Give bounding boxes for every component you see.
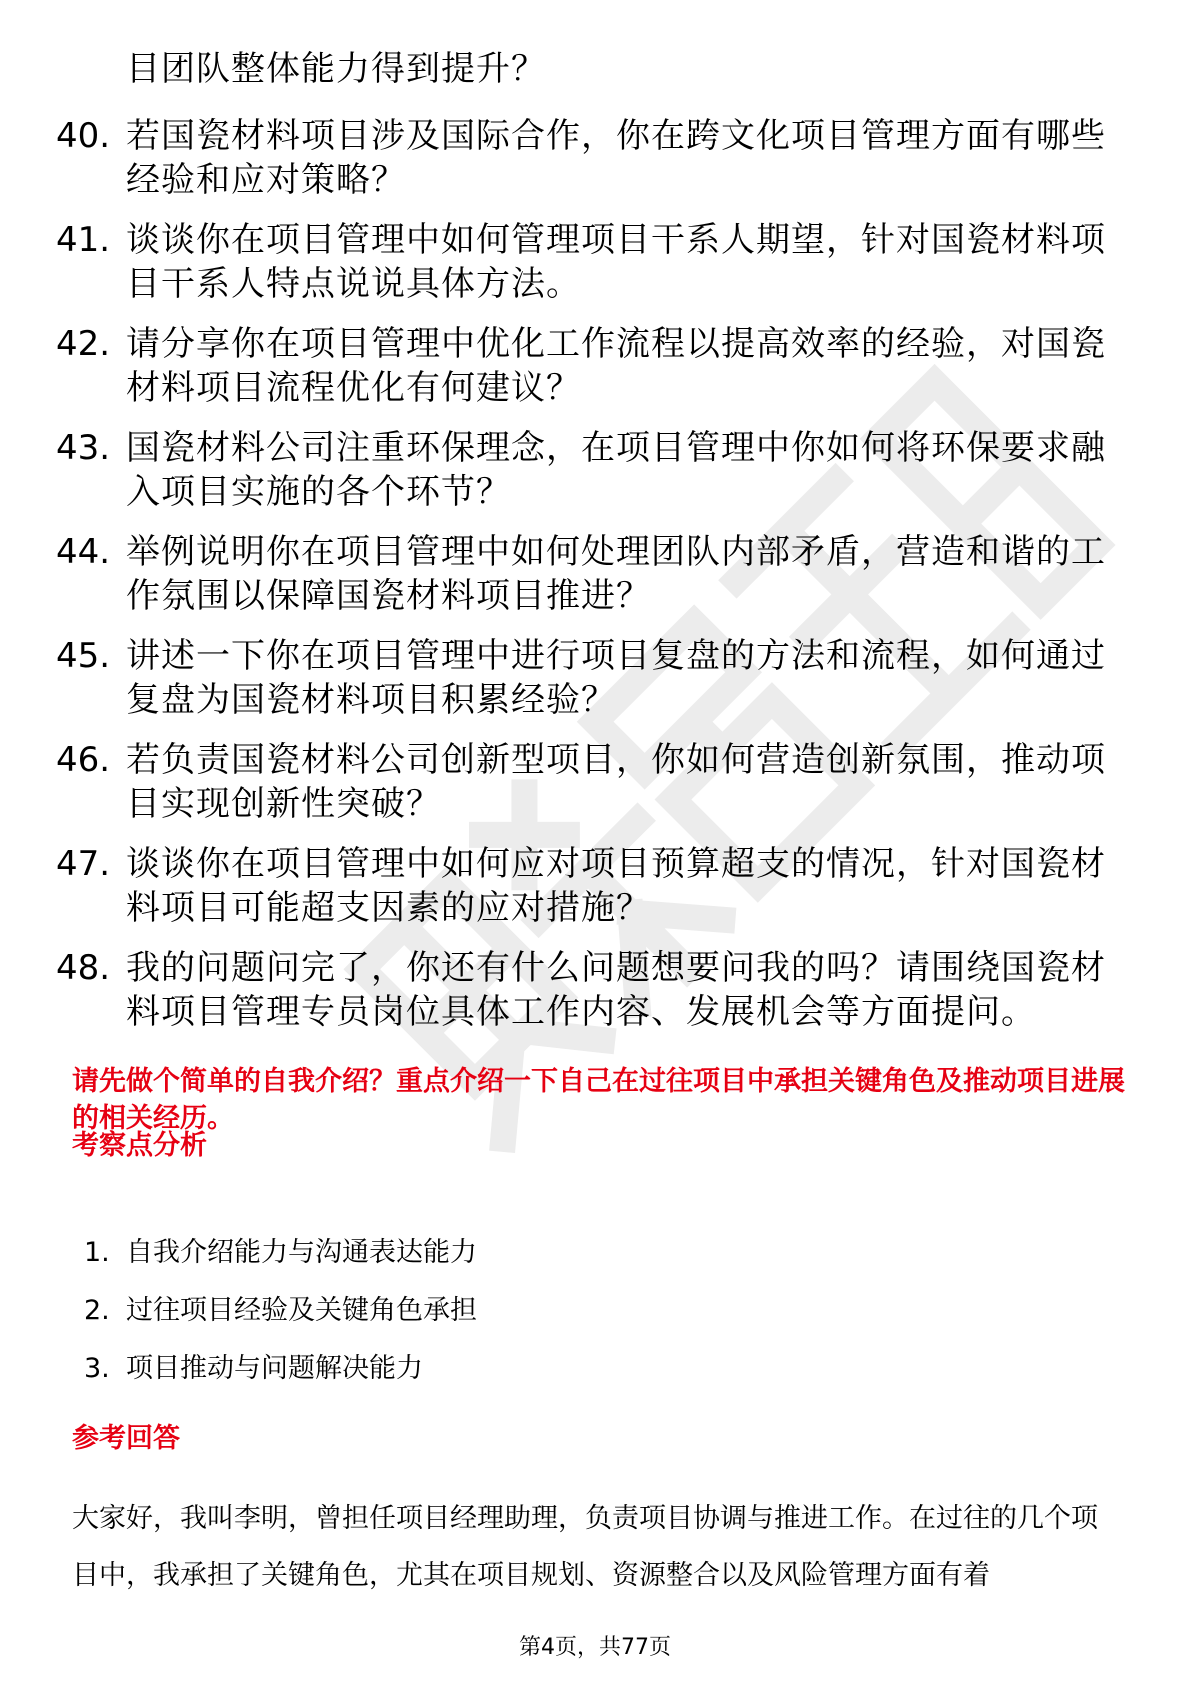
question-number: 48. — [56, 948, 111, 988]
question-number: 44. — [56, 532, 111, 572]
question-text: 请分享你在项目管理中优化工作流程以提高效率的经验，对国瓷材料项目流程优化有何建议？ — [126, 324, 1106, 408]
question-item — [56, 426, 1126, 514]
point-number: 2. — [84, 1295, 110, 1326]
point-text: 项目推动与问题解决能力 — [126, 1353, 423, 1384]
question-item — [56, 218, 1126, 306]
point-text: 过往项目经验及关键角色承担 — [126, 1295, 477, 1326]
question-text: 国瓷材料公司注重环保理念，在项目管理中你如何将环保要求融入项目实施的各个环节？ — [126, 428, 1106, 512]
page-footer: 第4页，共77页 — [519, 1635, 671, 1660]
question-item — [56, 530, 1126, 618]
reference-heading: 参考回答 — [72, 1423, 180, 1454]
question-text: 若国瓷材料项目涉及国际合作，你在跨文化项目管理方面有哪些经验和应对策略？ — [126, 116, 1106, 200]
point-text: 自我介绍能力与沟通表达能力 — [126, 1237, 477, 1268]
analysis-point — [84, 1234, 984, 1292]
question-item — [56, 738, 1126, 826]
question-number: 43. — [56, 428, 111, 468]
question-number: 45. — [56, 636, 111, 676]
question-list — [56, 114, 1126, 1050]
question-number: 47. — [56, 844, 111, 884]
point-number: 1. — [84, 1237, 110, 1268]
featured-question: 请先做个简单的自我介绍？重点介绍一下自己在过往项目中承担关键角色及推动项目进展的相关经历。 — [72, 1066, 1125, 1134]
question-item — [56, 946, 1126, 1034]
question-text: 讲述一下你在项目管理中进行项目复盘的方法和流程，如何通过复盘为国瓷材料项目积累经验？ — [126, 636, 1106, 720]
question-item — [56, 322, 1126, 410]
analysis-heading: 考察点分析 — [72, 1130, 207, 1161]
reference-answer: 大家好，我叫李明，曾担任项目经理助理，负责项目协调与推进工作。在过往的几个项目中，我承担了关键角色，尤其在项目规划、资源整合以及风险管理方面有着 — [72, 1503, 1098, 1591]
question-number: 41. — [56, 220, 111, 260]
question-text: 举例说明你在项目管理中如何处理团队内部矛盾，营造和谐的工作氛围以保障国瓷材料项目推进？ — [126, 532, 1106, 616]
analysis-point — [84, 1350, 984, 1408]
point-number: 3. — [84, 1353, 110, 1384]
question-text: 若负责国瓷材料公司创新型项目，你如何营造创新氛围，推动项目实现创新性突破？ — [126, 740, 1106, 824]
analysis-point — [84, 1292, 984, 1350]
analysis-points — [84, 1234, 984, 1408]
question-item — [56, 114, 1126, 202]
question-item — [56, 842, 1126, 930]
question-text: 谈谈你在项目管理中如何管理项目干系人期望，针对国瓷材料项目干系人特点说说具体方法。 — [126, 220, 1106, 304]
question-continuation: 目团队整体能力得到提升？ — [126, 49, 546, 89]
question-number: 46. — [56, 740, 111, 780]
question-text: 我的问题问完了，你还有什么问题想要问我的吗？请围绕国瓷材料项目管理专员岗位具体工作内容、发展机会等方面提问。 — [126, 948, 1106, 1032]
question-text: 谈谈你在项目管理中如何应对项目预算超支的情况，针对国瓷材料项目可能超支因素的应对措施？ — [126, 844, 1106, 928]
question-item — [56, 634, 1126, 722]
question-number: 42. — [56, 324, 111, 364]
question-number: 40. — [56, 116, 111, 156]
